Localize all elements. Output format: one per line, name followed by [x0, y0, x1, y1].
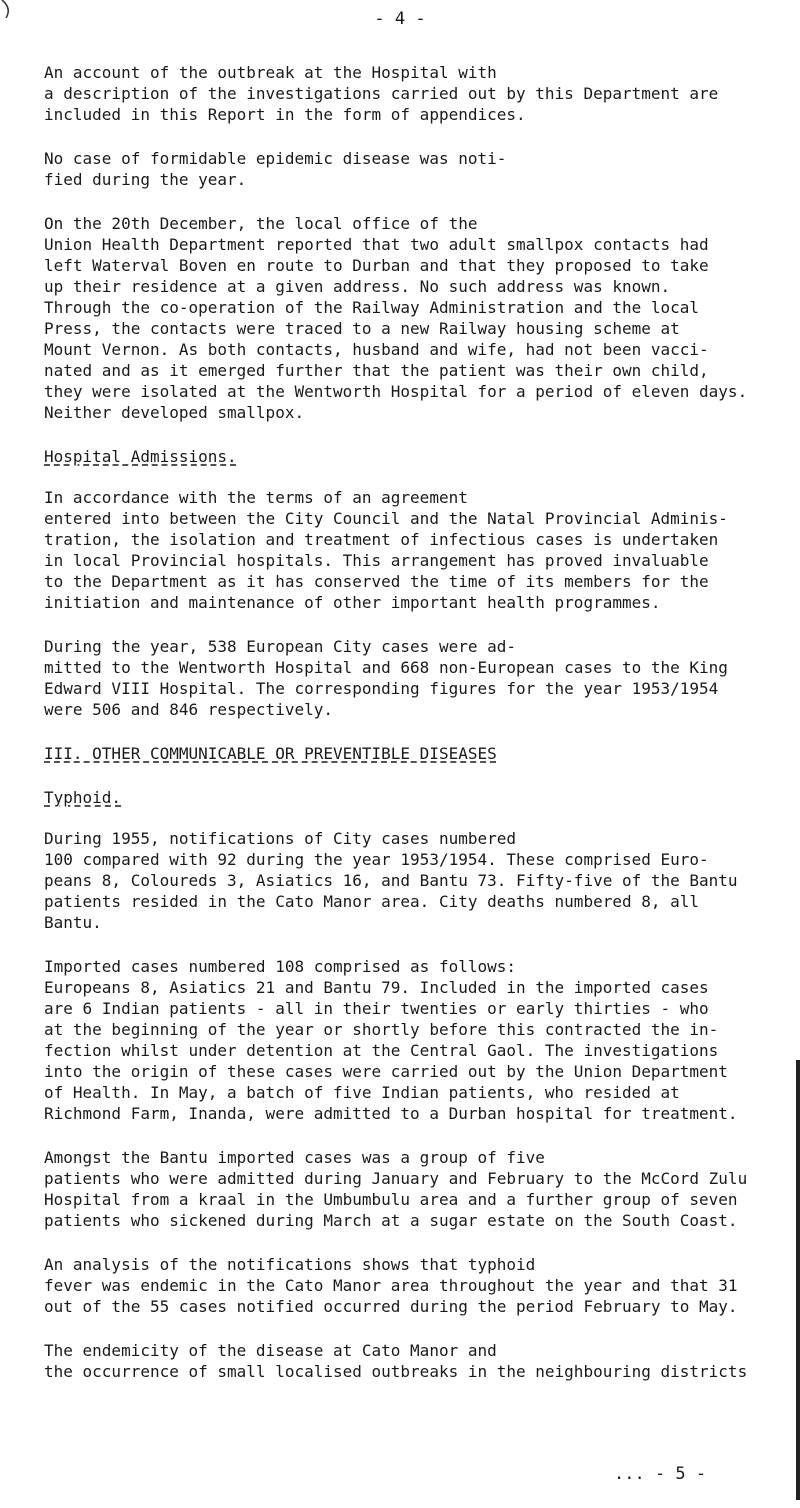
- paragraph-agreement: In accordance with the terms of an agreement entered into between the City Council and the Natal Provincial Adminis- tration, the isolation and treatment of infectious cases is undertaken in local Provincial hospitals. This arrangement has proved invaluable to the Department as it has conserved the time of its members for the initiation and maintenance of other important health programmes.: [44, 488, 728, 612]
- heading-section-three: III. OTHER COMMUNICABLE OR PREVENTIBLE DISEASES: [44, 744, 497, 763]
- paragraph-imported-cases: Imported cases numbered 108 comprised as follows: Europeans 8, Asiatics 21 and Bantu 79. Included in the imported cases are 6 Indian patients - all in their twenties or early thirties - who at the beginning of the year or shortly before this contracted the in- fection whilst under detention at the Central Gaol. The investigations into the origin of these cases were carried out by the Union Department of Health. In May, a batch of five Indian patients, who resided at Richmond Farm, Inanda, were admitted to a Durban hospital for treatment.: [44, 957, 738, 1123]
- scan-edge-line: [796, 1060, 800, 1500]
- page-number: - 4 -: [374, 9, 426, 29]
- paragraph-analysis: An analysis of the notifications shows that typhoid fever was endemic in the Cato Manor area throughout the year and that 31 out of the 55 cases notified occurred during the period February to May.: [44, 1255, 738, 1316]
- paragraph-no-epidemic: No case of formidable epidemic disease was noti- fied during the year.: [44, 149, 507, 189]
- paragraph-endemicity: The endemicity of the disease at Cato Manor and the occurrence of small localised outbreaks in the neighbouring districts: [44, 1341, 748, 1381]
- continuation-marker: ... - 5 -: [614, 1464, 707, 1484]
- paragraph-typhoid-notifications: During 1955, notifications of City cases numbered 100 compared with 92 during the year 1953/1954. These comprised Euro- peans 8, Coloureds 3, Asiatics 16, and Bantu 73. Fifty-five of the Bantu patients resided in the Cato Manor area. City deaths numbered 8, all Bantu.: [44, 829, 738, 932]
- document-body: [44, 62, 784, 1405]
- paragraph-appendices: An account of the outbreak at the Hospital with a description of the investigations carried out by this Department are included in this Report in the form of appendices.: [44, 63, 719, 124]
- paragraph-smallpox-contacts: On the 20th December, the local office of the Union Health Department reported that two adult smallpox contacts had left Waterval Boven en route to Durban and that they proposed to take up their residence at a given address. No such address was known. Through the co-operation of the Railway Administration and the local Press, the contacts were traced to a new Railway housing scheme at Mount Vernon. As both contacts, husband and wife, had not been vacci- nated and as it emerged further that the patient was their own child, they were isolated at the Wentworth Hospital for a period of eleven days. Neither developed smallpox.: [44, 214, 748, 422]
- heading-typhoid: Typhoid.: [44, 788, 122, 807]
- heading-hospital-admissions: Hospital Admissions.: [44, 447, 237, 466]
- paragraph-admission-figures: During the year, 538 European City cases were ad- mitted to the Wentworth Hospital and 668 non-European cases to the King Edward VIII Hospital. The corresponding figures for the year 1953/1954 were 506 and 846 respectively.: [44, 637, 728, 719]
- paragraph-bantu-imported: Amongst the Bantu imported cases was a group of five patients who were admitted during January and February to the McCord Zulu Hospital from a kraal in the Umbumbulu area and a further group of seven patients who sickened during March at a sugar estate on the South Coast.: [44, 1148, 748, 1230]
